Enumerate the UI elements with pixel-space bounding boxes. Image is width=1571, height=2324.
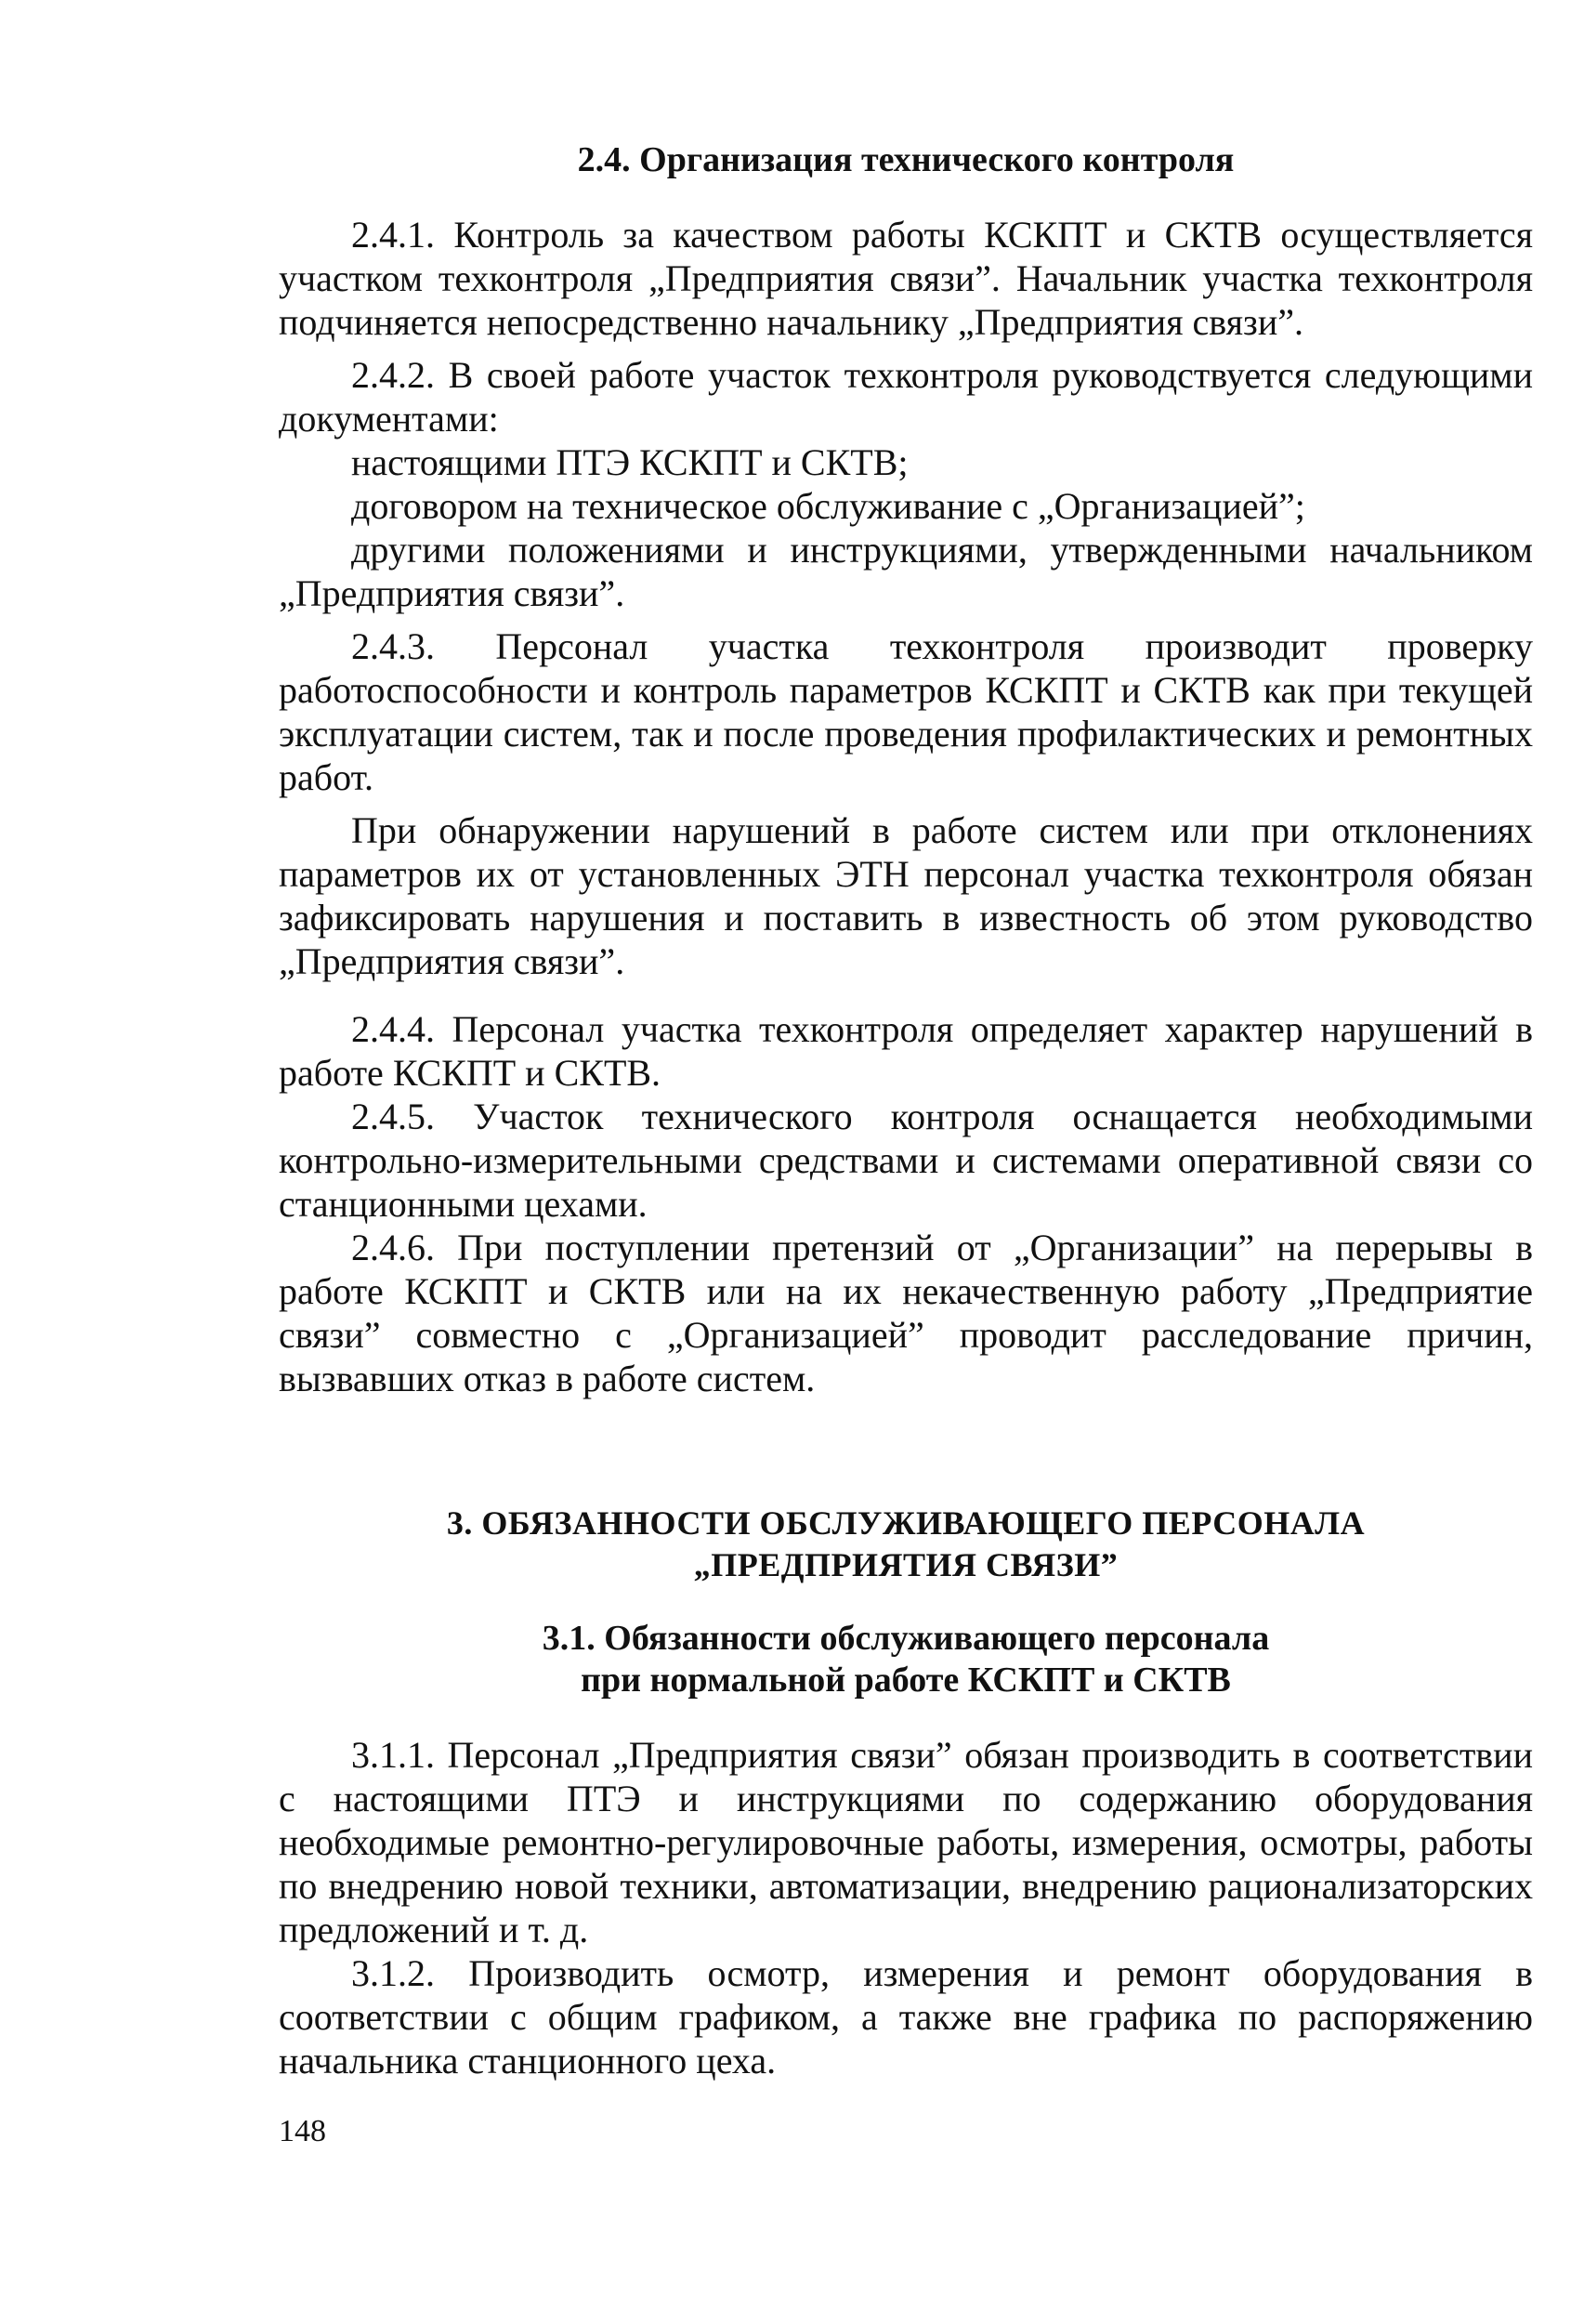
document-page	[279, 139, 1533, 2082]
spacer	[279, 1586, 1533, 1618]
list-item-document-3: другими положениями и инструкциями, утвержденными начальником „Предприятия связи”.	[279, 529, 1533, 614]
section-3-heading-line-2: „ПРЕДПРИЯТИЯ СВЯЗИ”	[693, 1546, 1119, 1583]
spacer	[279, 1701, 1533, 1733]
paragraph-3-1-2: 3.1.2. Производить осмотр, измерения и ремонт оборудования в соответствии с общим графиком, а также вне графика по распоряжению начальника станционного цеха.	[279, 1952, 1533, 2081]
paragraph-2-4-1: 2.4.1. Контроль за качеством работы КСКПТ и СКТВ осуществляется участком техконтроля „Предприятия связи”. Начальник участка техконтроля подчиняется непосредственно начальнику „Предприятия связи”.	[279, 214, 1533, 343]
spacer	[279, 344, 1533, 353]
spacer	[279, 1400, 1533, 1503]
spacer	[279, 799, 1533, 808]
paragraph-2-4-3: 2.4.3. Персонал участка техконтроля производит проверку работоспособности и контроль параметров КСКПТ и СКТВ как при текущей эксплуатации систем, так и после проведения профилактических и ремонтных работ.	[279, 625, 1533, 798]
paragraph-2-4-4: 2.4.4. Персонал участка техконтроля определяет характер нарушений в работе КСКПТ и СКТВ.	[279, 1008, 1533, 1094]
section-3-1-heading-line-2: при нормальной работе КСКПТ и СКТВ	[581, 1661, 1231, 1700]
paragraph-2-4-2: 2.4.2. В своей работе участок техконтроля руководствуется следующими документами:	[279, 354, 1533, 440]
list-item-document-1: настоящими ПТЭ КСКПТ и СКТВ;	[351, 441, 909, 483]
paragraph-2-4-3-continued: При обнаружении нарушений в работе систем или при отклонениях параметров их от установленных ЭТН персонал участка техконтроля обязан зафиксировать нарушения и поставить в известность об этом руководство „Предприятия связи”.	[279, 809, 1533, 982]
paragraph-2-4-6: 2.4.6. При поступлении претензий от „Организации” на перерывы в работе КСКПТ и СКТВ или на их некачественную работу „Предприятие связи” совместно с „Организацией” проводит расследование причин, вызвавших отказ в работе систем.	[279, 1227, 1533, 1399]
spacer	[279, 615, 1533, 624]
spacer	[279, 983, 1533, 1007]
paragraph-3-1-1: 3.1.1. Персонал „Предприятия связи” обязан производить в соответствии с настоящими ПТЭ и инструкциями по содержанию оборудования необходимые ремонтно-регулировочные работы, измерения, осмотры, работы по внедрению новой техники, автоматизации, внедрению рационализаторских предложений и т. д.	[279, 1734, 1533, 1950]
section-3-heading-line-1: 3. ОБЯЗАННОСТИ ОБСЛУЖИВАЮЩЕГО ПЕРСОНАЛА	[446, 1504, 1366, 1542]
section-3-1-heading-line-1: 3.1. Обязанности обслуживающего персонала	[542, 1619, 1270, 1658]
page-number: 148	[279, 2114, 326, 2148]
paragraph-2-4-5: 2.4.5. Участок технического контроля оснащается необходимыми контрольно-измерительными средствами и системами оперативной связи со станционными цехами.	[279, 1096, 1533, 1225]
spacer	[279, 181, 1533, 213]
list-item-document-2: договором на техническое обслуживание с „Организацией”;	[351, 485, 1305, 527]
section-2-4-heading: 2.4. Организация технического контроля	[577, 140, 1235, 179]
